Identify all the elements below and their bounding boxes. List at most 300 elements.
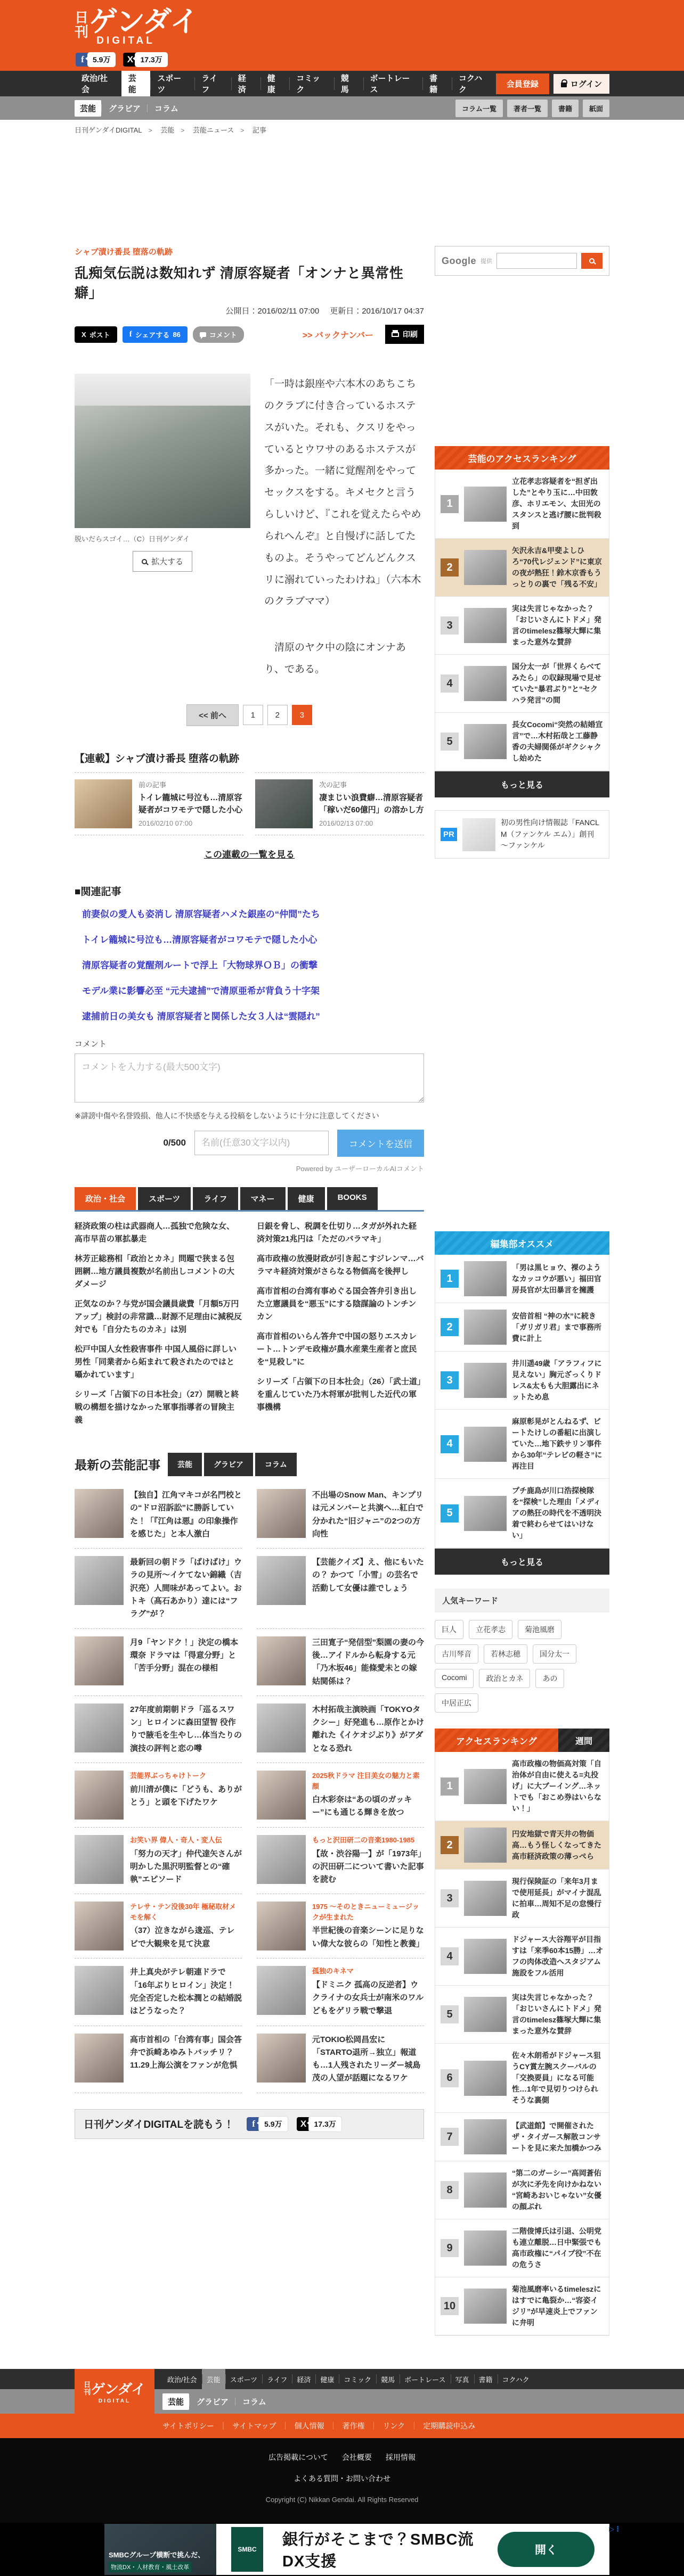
footer-subnav-item[interactable]: 芸能 bbox=[162, 2393, 189, 2410]
article-card-title: 半世紀後の音楽シーンに足りない偉大な彼らの「知性と教養」 bbox=[312, 1926, 425, 1948]
breadcrumb-link[interactable]: 日刊ゲンダイDIGITAL > bbox=[75, 126, 159, 134]
series-box-title: 【連載】シャブ漬け番長 堕落の軌跡 bbox=[75, 753, 239, 764]
article-thumbnail bbox=[75, 1703, 124, 1752]
ranking-thumbnail bbox=[464, 724, 507, 759]
article-card-title: 三田寛子“発信型”梨園の妻の今後…アイドルから転身する元「乃木坂46」能條愛未との嫁姑関係は？ bbox=[312, 1637, 425, 1686]
article-thumbnail bbox=[257, 1489, 306, 1538]
article-card-title: 【独自】江角マキコが名門校との“ドロ沼訴訟”に勝訴していた！「『江角は悪』の印象操作を感じた」と本人激白 bbox=[130, 1490, 242, 1538]
editors-picks-more-button[interactable]: もっと見る bbox=[435, 1549, 609, 1575]
x-count: 17.3万 bbox=[308, 2116, 342, 2132]
article-series-tag: 1975 〜そのときニューミュージックが生まれた bbox=[312, 1903, 420, 1921]
latest-articles-grid bbox=[75, 1482, 424, 2093]
article-card[interactable] bbox=[75, 1958, 242, 2026]
editors-pick-thumbnail bbox=[464, 1427, 507, 1462]
ranking-thumbnail bbox=[464, 1939, 507, 1974]
x-icon: X bbox=[123, 53, 137, 67]
article-card[interactable] bbox=[75, 1763, 242, 1828]
related-link[interactable]: モデル業に影響必至 “元夫逮捕”で清原亜希が背負う十字架 bbox=[82, 985, 320, 996]
keyword-tag[interactable]: 中居正広 bbox=[435, 1693, 478, 1713]
published-date: 公開日：2016/02/11 07:00 bbox=[225, 307, 320, 316]
search-input[interactable] bbox=[496, 253, 577, 269]
subnav-button[interactable]: 著者一覧 bbox=[507, 100, 548, 117]
x-count: 17.3万 bbox=[135, 52, 167, 67]
article-card-title: 前川清が僕に「どうも、ありがとう」と頭を下げたワケ bbox=[130, 1784, 242, 1807]
article-paragraph: 清原のヤク中の陰にオンナあり、である。 bbox=[264, 642, 406, 676]
rank-number: 3 bbox=[441, 616, 459, 635]
lock-icon bbox=[561, 83, 567, 87]
rank-number: 2 bbox=[441, 558, 459, 577]
editors-pick-item[interactable] bbox=[435, 1410, 609, 1479]
enlarge-label: 拡大する bbox=[151, 557, 183, 566]
subnav-button[interactable]: コラム一覧 bbox=[455, 100, 503, 117]
logo-nikkan: 日刊 bbox=[75, 10, 89, 40]
article-card[interactable] bbox=[257, 1958, 424, 2026]
ranking-thumbnail bbox=[464, 608, 507, 643]
article-card[interactable] bbox=[75, 1894, 242, 1958]
google-search-box bbox=[435, 246, 609, 276]
x-follow[interactable] bbox=[123, 52, 167, 67]
ranking-item[interactable] bbox=[435, 2044, 609, 2113]
series-card-thumbnail bbox=[255, 779, 313, 828]
news-link[interactable]: 高市首相のいらん答弁で中国の怒りエスカレート…トンデモ政権が農水産業生産者と庶民を“見殺し”に bbox=[257, 1331, 417, 1367]
news-tab[interactable]: ライフ bbox=[193, 1187, 238, 1210]
news-link[interactable]: 正気なのか？与党が国会議員歳費「月額5万円アップ」検討の非常識…財源不足理由に減税反対でも「自分たちのカネ」は別 bbox=[75, 1299, 242, 1334]
footer-policy-link[interactable]: 個人情報 ｜ bbox=[295, 2421, 343, 2431]
facebook-share-button[interactable] bbox=[123, 326, 188, 343]
facebook-follow[interactable] bbox=[76, 52, 116, 67]
ranking-thumbnail bbox=[464, 1828, 507, 1863]
keyword-tag[interactable]: 政治とカネ bbox=[479, 1669, 530, 1688]
article-card[interactable] bbox=[75, 1549, 242, 1628]
rank-number: 7 bbox=[441, 2128, 459, 2146]
rank-number: 1 bbox=[441, 1777, 459, 1796]
backnumber-link[interactable]: >> バックナンバー bbox=[302, 331, 373, 340]
pagination-page[interactable]: 1 bbox=[243, 705, 263, 725]
news-link[interactable]: シリーズ「占領下の日本社会」（27）開戦と終戦の構想を描けなかった軍事指導者の冒険主義 bbox=[75, 1389, 239, 1425]
article-card[interactable] bbox=[75, 1696, 242, 1763]
rank-number: 8 bbox=[441, 2181, 459, 2199]
login-button[interactable] bbox=[553, 74, 609, 94]
ranking-item[interactable] bbox=[435, 470, 609, 539]
enlarge-button[interactable] bbox=[133, 551, 192, 572]
facebook-follow[interactable] bbox=[247, 2116, 288, 2132]
ranking-item[interactable] bbox=[435, 2161, 609, 2219]
ranking-title: “第二のガーシー”高岡蒼佑が次に矛先を向けかねない “宮崎あおいじゃない”女優の顔ぶれ bbox=[512, 2169, 601, 2211]
editors-pick-item[interactable] bbox=[435, 1479, 609, 1548]
ranking-title: 実は失言じゃなかった？ 「おじいさんにトドメ」発言のtimelesz篠塚大輝に集まった意外な賛辞 bbox=[512, 604, 601, 646]
nav-item[interactable]: コクハク bbox=[452, 71, 496, 96]
footer-nav-item[interactable]: スポーツ bbox=[225, 2369, 262, 2389]
article-card[interactable] bbox=[75, 2026, 242, 2093]
article-card-title: 白木彩奈は“あの頃のガッキー”にも通じる輝きを放つ bbox=[312, 1795, 412, 1817]
ranking-thumbnail bbox=[464, 666, 507, 701]
footer-policy-link[interactable]: 定期購読申込み bbox=[423, 2422, 476, 2431]
article-thumbnail bbox=[257, 1902, 306, 1950]
article-thumbnail bbox=[257, 1556, 306, 1605]
footer-link[interactable]: 会社概要 bbox=[341, 2453, 372, 2462]
sidebar bbox=[435, 246, 609, 2350]
article-card-title: 27年度前期朝ドラ「巡るスワン」ヒロインに森田望智 役作りで腋毛を生やし…体当たりの演技の評判と恋の噂 bbox=[130, 1705, 242, 1753]
print-label: 印刷 bbox=[403, 330, 418, 339]
name-field[interactable] bbox=[194, 1131, 329, 1155]
rank-number: 9 bbox=[441, 2239, 459, 2257]
news-tab[interactable]: 政治・社会 bbox=[75, 1187, 136, 1210]
related-link[interactable]: 清原容疑者の覚醒剤ルートで浮上「大物球界ＯＢ」の衝撃 bbox=[82, 960, 317, 970]
series-card[interactable] bbox=[75, 772, 243, 835]
news-link[interactable]: 高市首相の台湾有事めぐる国会答弁引き出した立憲議員を“悪玉”にする陰謀論のトンチンカン bbox=[257, 1286, 417, 1321]
article-thumbnail bbox=[75, 1636, 124, 1685]
latest-section-header bbox=[75, 1453, 424, 1476]
search-button[interactable] bbox=[581, 253, 602, 269]
editors-pick-item[interactable] bbox=[435, 1352, 609, 1410]
footer bbox=[0, 2369, 684, 2523]
footer-nav-item[interactable]: コクハク bbox=[498, 2369, 534, 2389]
news-tab[interactable]: 健康 bbox=[288, 1187, 325, 1210]
popular-keywords-title: 人気キーワード bbox=[435, 1589, 609, 1612]
keyword-tag[interactable]: 古川琴音 bbox=[435, 1644, 478, 1664]
news-link[interactable]: 林芳正総務相「政治とカネ」問題で狭まる包囲網…地方議員複数が名前出しコメントの大ダメージ bbox=[75, 1254, 235, 1289]
article-card[interactable] bbox=[75, 1629, 242, 1696]
footer-nav-item[interactable]: 競馬 bbox=[376, 2369, 400, 2389]
article-card-title: 不出場のSnow Man、キンプリは元メンバーと共演へ…紅白で分かれた“旧ジャニ”の2つの方向性 bbox=[312, 1490, 424, 1538]
ranking-item[interactable] bbox=[435, 2113, 609, 2161]
comment-button[interactable] bbox=[193, 326, 244, 343]
x-icon: X bbox=[82, 330, 86, 339]
facebook-count: 5.9万 bbox=[258, 2116, 288, 2132]
pagination-page[interactable]: 2 bbox=[267, 705, 288, 725]
article-card[interactable] bbox=[257, 1629, 424, 1696]
footer-nav-item[interactable]: 写真 bbox=[451, 2369, 474, 2389]
related-link[interactable]: トイレ籠城に号泣も…清原容疑者がコワモテで隠した小心 bbox=[82, 934, 317, 945]
article-photo[interactable] bbox=[75, 374, 250, 528]
footer-nav-item[interactable]: ライフ bbox=[262, 2369, 292, 2389]
pr-item[interactable] bbox=[435, 810, 609, 859]
rank-number: 1 bbox=[441, 1270, 459, 1288]
news-link[interactable]: 松戸中国人女性殺害事件 中国人風俗に詳しい男性「同業者から妬まれて殺されたのではと囁かれています」 bbox=[75, 1344, 237, 1379]
ranking-title: 【武道館】で開催されたザ・タイガース解散コンサートを見に来た加橋かつみ bbox=[512, 2121, 601, 2152]
ranking-thumbnail bbox=[464, 2061, 507, 2096]
article-thumbnail bbox=[257, 2034, 306, 2083]
footer-contact-link[interactable]: よくある質問・お問い合わせ bbox=[294, 2474, 390, 2483]
nav-item[interactable]: ボートレース bbox=[363, 71, 423, 96]
print-button[interactable] bbox=[385, 325, 424, 344]
comment-bubble-icon bbox=[200, 332, 206, 337]
article-thumbnail bbox=[257, 1771, 306, 1820]
article-card-title: 月9「ヤンドク！」決定の橋本環奈 ドラマは「得意分野」と「苦手分野」混在の様相 bbox=[130, 1637, 238, 1673]
series-card-kind: 前の記事 bbox=[139, 780, 167, 789]
ranking-title: 国分太一が「世界くらべてみたら」の収録現場で見せていた“暴君ぶり”と“セクハラ発言”の間 bbox=[512, 662, 601, 704]
series-card-title: トイレ籠城に号泣も…清原容疑者がコワモテで隠した小心 bbox=[139, 793, 243, 815]
series-card-date: 2016/02/13 07:00 bbox=[319, 819, 373, 828]
rank-number: 3 bbox=[441, 1371, 459, 1389]
ranking-item[interactable] bbox=[435, 1986, 609, 2044]
facebook-icon: f bbox=[129, 330, 132, 339]
x-post-button[interactable] bbox=[75, 326, 117, 343]
access-ranking bbox=[435, 1729, 609, 2336]
footer-policy-link[interactable]: リンク ｜ bbox=[383, 2421, 424, 2431]
news-tab[interactable]: スポーツ bbox=[138, 1187, 191, 1210]
ranking-thumbnail bbox=[464, 550, 507, 585]
footer-link[interactable]: 採用情報 bbox=[385, 2453, 416, 2462]
article-card[interactable] bbox=[257, 1482, 424, 1549]
ranking-thumbnail bbox=[464, 1769, 507, 1804]
popular-keywords bbox=[435, 1589, 609, 1715]
footer-bottom bbox=[0, 2438, 684, 2523]
footer-nav-item[interactable]: ボートレース bbox=[400, 2369, 450, 2389]
ranking-title: 高市政権の物価高対策「自治体が自由に使える=丸投げ」に大ブーイング…ネットでも「おこめ券はいらない！」 bbox=[512, 1759, 601, 1813]
ranking-thumbnail bbox=[464, 2119, 507, 2154]
pr-badge: PR bbox=[441, 828, 457, 841]
article-card[interactable] bbox=[257, 1763, 424, 1828]
related-title: ■関連記事 bbox=[75, 886, 121, 898]
comment-input[interactable] bbox=[75, 1054, 424, 1102]
pr-title: 初の男性向け情報誌「FANCL M（ファンケル エム）」創刊 〜ファンケル bbox=[500, 818, 599, 850]
facebook-share-label: シェアする bbox=[135, 331, 170, 339]
geino-ranking-more-button[interactable]: もっと見る bbox=[435, 771, 609, 797]
rank-number: 5 bbox=[441, 1504, 459, 1522]
article-series-tag: お笑い界 偉人・奇人・変人伝 bbox=[130, 1836, 222, 1845]
footer-nav-item[interactable]: 芸能 bbox=[202, 2369, 225, 2389]
editors-pick-item[interactable] bbox=[435, 1255, 609, 1303]
sub-nav-buttons bbox=[455, 100, 609, 117]
facebook-count: 5.9万 bbox=[87, 52, 116, 67]
news-link[interactable]: 高市政権の放漫財政が引き起こすジレンマ…バラマキ経済対策がさらなる物価高を後押し bbox=[257, 1254, 424, 1276]
pr-thumbnail bbox=[462, 818, 495, 851]
related-link[interactable]: 前妻似の愛人も姿消し 清原容疑者ハメた銀座の“仲間”たち bbox=[82, 909, 320, 919]
article-card[interactable] bbox=[75, 1828, 242, 1894]
facebook-icon: f bbox=[247, 2117, 260, 2131]
footer-logo-gendai: ゲンダイ bbox=[90, 2381, 146, 2398]
ranking-title: 佐々木朗希がドジャース狙うCY賞左腕スクーバルの「交換要員」になる可能性…1年で見切りつけられそうな裏側 bbox=[512, 2051, 601, 2105]
editors-picks bbox=[435, 1231, 609, 1575]
subnav-button[interactable]: 書籍 bbox=[552, 100, 579, 117]
article-thumbnail bbox=[257, 1966, 306, 2015]
main-nav bbox=[0, 71, 684, 96]
nav-item[interactable]: 経済 bbox=[231, 71, 260, 96]
editors-pick-title: 安倍首相 “神の水”に続き「ガリガリ君」まで事務所費に計上 bbox=[512, 1311, 601, 1343]
article-card-title: 最新回の朝ドラ「ばけばけ」ウラの見所〜イケてない錦織（吉沢亮）人間味があってよい。おトキ（髙石あかり）達には“フラグ”が？ bbox=[130, 1558, 242, 1619]
editors-pick-thumbnail bbox=[464, 1261, 507, 1296]
latest-title: 最新の芸能記事 bbox=[75, 1458, 160, 1472]
geino-ranking-title: 芸能のアクセスランキング bbox=[435, 446, 609, 470]
ranking-title: 立花孝志容疑者を“担ぎ出した”とやり玉に…中田敦彦、ホリエモン、太田光のスタンスと逃げ腰に批判殺到 bbox=[512, 477, 601, 530]
nav-item[interactable]: 健康 bbox=[260, 71, 290, 96]
ranking-thumbnail bbox=[464, 1997, 507, 2032]
article-card-title: 元TOKIO松岡昌宏に「STARTO退所→独立」報道も…1人残されたリーダー城島茂の人望が話題になるワケ bbox=[312, 2035, 421, 2083]
editors-picks-title: 編集部オススメ bbox=[435, 1231, 609, 1255]
nav-item[interactable]: ライフ bbox=[194, 71, 231, 96]
footer-logo[interactable] bbox=[75, 2369, 154, 2414]
article-text bbox=[264, 374, 424, 681]
article-thumbnail bbox=[257, 1835, 306, 1884]
ranking-item[interactable] bbox=[435, 1870, 609, 1928]
breadcrumb-link[interactable]: 記事 bbox=[252, 126, 266, 134]
article-card[interactable] bbox=[257, 1828, 424, 1894]
ranking-thumbnail bbox=[464, 2289, 507, 2324]
breadcrumb bbox=[75, 120, 609, 139]
nav-item[interactable]: 競馬 bbox=[334, 71, 363, 96]
footer-policy-link[interactable]: サイトマップ ｜ bbox=[232, 2421, 294, 2431]
footer-nav-item[interactable]: コミック bbox=[339, 2369, 376, 2389]
keyword-tag[interactable]: 若林志穂 bbox=[484, 1644, 527, 1664]
news-link[interactable]: 日銀を脅し、税調を仕切り…タガが外れた経済対策21兆円は「ただのバラマキ」 bbox=[257, 1221, 417, 1244]
article-card-title: （37）泣きながら逡巡、テレビで大観衆を見て決意 bbox=[130, 1926, 235, 1948]
main-nav-items bbox=[75, 71, 496, 96]
keyword-tag[interactable]: 菊池風磨 bbox=[518, 1620, 561, 1639]
ranking-item[interactable] bbox=[435, 2219, 609, 2277]
nav-item[interactable]: スポーツ bbox=[150, 71, 194, 96]
comment-label: コメント bbox=[209, 331, 237, 339]
ranking-title: 長女Cocomi“突然の結婚宣言”で…木村拓哉と工藤静香の夫婦関係がギクシャクし始めた bbox=[512, 720, 603, 762]
article-card[interactable] bbox=[257, 1696, 424, 1763]
news-list-right bbox=[257, 1220, 424, 1434]
footer-policy-link[interactable]: サイトポリシー ｜ bbox=[162, 2421, 232, 2431]
ranking-item[interactable] bbox=[435, 1928, 609, 1986]
ad-headline: 銀行がそこまで？SMBC流DX支援 bbox=[282, 2531, 474, 2571]
keyword-tag[interactable]: あの bbox=[535, 1669, 564, 1688]
ranking-item[interactable] bbox=[435, 539, 609, 597]
comment-section bbox=[75, 1038, 424, 1173]
rank-number: 10 bbox=[441, 2297, 459, 2315]
pagination-page[interactable]: 3 bbox=[292, 705, 312, 725]
editors-pick-title: 井川遥49歳「アラフィフに見えない」胸元ざっくりドレス&太もも大胆露出にネットため息 bbox=[512, 1359, 602, 1402]
x-icon: X bbox=[297, 2117, 311, 2131]
latest-tab[interactable]: 芸能 bbox=[168, 1453, 202, 1476]
article-card[interactable] bbox=[75, 1482, 242, 1549]
related-link[interactable]: 逮捕前日の美女も 清原容疑者と関係した女３人は“雲隠れ” bbox=[82, 1011, 320, 1022]
news-tab[interactable]: BOOKS bbox=[327, 1187, 378, 1210]
article-card-title: 高市首相の「台湾有事」国会答弁で浜崎あゆみトバッチリ？ 11.29上海公演をファンが危惧 bbox=[130, 2035, 242, 2070]
footer-nav-item[interactable]: 経済 bbox=[292, 2369, 315, 2389]
article-series-tag: もっと沢田研二の音楽1980-1985 bbox=[312, 1836, 415, 1845]
comment-powered-by: Powered by ユーザーローカルAIコメント bbox=[296, 1164, 424, 1173]
pagination-prev-button[interactable]: << 前へ bbox=[186, 704, 239, 726]
smbc-logo: SMBC bbox=[231, 2527, 263, 2572]
series-box bbox=[75, 751, 424, 860]
news-link[interactable]: 経済政策の柱は武器商人…孤独で危険な女、高市早苗の軍拡暴走 bbox=[75, 1221, 235, 1244]
site-header bbox=[0, 0, 684, 71]
nav-item[interactable]: 芸能 bbox=[121, 71, 151, 96]
series-link[interactable]: シャブ漬け番長 堕落の軌跡 bbox=[75, 248, 173, 257]
editors-pick-item[interactable] bbox=[435, 1303, 609, 1352]
keyword-tag[interactable]: Cocomi bbox=[435, 1669, 474, 1688]
access-ranking-weekly-tab[interactable]: 週間 bbox=[558, 1729, 609, 1752]
register-button[interactable]: 会員登録 bbox=[496, 73, 549, 94]
article-series-tag: 芸能界ぶっちゃけトーク bbox=[130, 1772, 207, 1780]
ranking-item[interactable] bbox=[435, 1821, 609, 1870]
footer-policy-link[interactable]: 著作権 ｜ bbox=[343, 2421, 383, 2431]
footer-nav-item[interactable]: 政治/社会 bbox=[167, 2375, 197, 2384]
follow-bar bbox=[75, 2109, 424, 2139]
ranking-title: 現行保険証の「来年3月まで使用延長」がマイナ混乱に拍車…周知不足の怠慢行政 bbox=[512, 1877, 601, 1920]
ranking-item[interactable] bbox=[435, 597, 609, 655]
series-card[interactable] bbox=[255, 772, 424, 835]
keyword-tag[interactable]: 立花孝志 bbox=[469, 1620, 512, 1639]
comment-submit-button[interactable]: コメントを送信 bbox=[337, 1130, 424, 1157]
ranking-item[interactable] bbox=[435, 1752, 609, 1821]
x-post-label: ポスト bbox=[89, 331, 110, 339]
editors-pick-title: プチ鹿島が川口浩探検隊を“探検”した理由「メディアの熱狂の時代を不透明決着で終わらせてはいけない」 bbox=[512, 1486, 601, 1540]
article-thumbnail bbox=[75, 1966, 124, 2015]
nav-item[interactable]: 書籍 bbox=[422, 71, 452, 96]
breadcrumb-link[interactable]: 芸能ニュース > bbox=[193, 126, 250, 134]
keyword-tag[interactable]: 国分太一 bbox=[533, 1644, 576, 1664]
keyword-tag[interactable]: 巨人 bbox=[435, 1620, 463, 1639]
nav-item[interactable]: 政治/社会 bbox=[82, 74, 108, 94]
rank-number: 4 bbox=[441, 1947, 459, 1965]
series-card-thumbnail bbox=[75, 779, 132, 828]
article-column bbox=[75, 246, 424, 2139]
subnav-item[interactable]: 芸能 bbox=[75, 100, 101, 117]
ranking-thumbnail bbox=[464, 2172, 507, 2208]
footer-subnav-item[interactable]: ｜ コラム bbox=[236, 2393, 273, 2410]
news-link[interactable]: シリーズ「占領下の日本社会」（26）「武士道」を重んじていた乃木将軍が批判した近代の軍事機構 bbox=[257, 1377, 421, 1412]
ranking-title: ドジャース大谷翔平が目指すは「来季60本15勝」…オフの肉体改造へスタジアム施設をフル活用 bbox=[512, 1935, 604, 1978]
rank-number: 2 bbox=[441, 1318, 459, 1336]
site-logo[interactable] bbox=[75, 7, 609, 47]
article-card[interactable] bbox=[257, 1894, 424, 1958]
article-card-title: 【故・渋谷陽一】が「1973年」の沢田研二について書いた記事を読む bbox=[312, 1849, 424, 1884]
editors-pick-thumbnail bbox=[464, 1496, 507, 1531]
article-thumbnail bbox=[75, 1556, 124, 1605]
latest-tab[interactable]: グラビア bbox=[204, 1453, 253, 1476]
ranking-thumbnail bbox=[464, 487, 507, 522]
footer-subnav-item[interactable]: ｜ グラビア bbox=[190, 2393, 235, 2410]
subnav-item[interactable]: ｜ コラム bbox=[148, 100, 185, 117]
article-card-title: 木村拓哉主演映画「TOKYOタクシー」好発進も…原作とかけ離れた《イケオジぶり》がアダとなる恐れ bbox=[312, 1705, 425, 1753]
news-list-left bbox=[75, 1220, 242, 1434]
ranking-item[interactable] bbox=[435, 2277, 609, 2335]
adchoices-icon[interactable]: ▷⋮ bbox=[609, 2525, 621, 2533]
ad-open-button[interactable]: 開く bbox=[498, 2532, 595, 2567]
sub-nav bbox=[0, 96, 684, 120]
x-follow[interactable] bbox=[297, 2116, 342, 2132]
article-card[interactable] bbox=[257, 1549, 424, 1628]
copyright: Copyright (C) Nikkan Gendai. All Rights Reserved bbox=[265, 2496, 419, 2504]
latest-tab[interactable]: コラム bbox=[255, 1453, 297, 1476]
footer-nav-item[interactable]: 書籍 bbox=[474, 2369, 498, 2389]
comment-note: ※誹謗中傷や名誉毀損、他人に不快感を与える投稿をしないように十分に注意してください bbox=[75, 1111, 379, 1120]
nav-item[interactable]: コミック bbox=[289, 71, 333, 96]
login-label: ログイン bbox=[570, 79, 602, 89]
editors-pick-title: 「男は黒ヒョウ、裸のようなカッコウが悪い」福田官房長官が太田暴言を擁護 bbox=[512, 1263, 601, 1294]
rank-number: 6 bbox=[441, 2069, 459, 2087]
series-list-link[interactable]: この連載の一覧を見る bbox=[204, 849, 295, 860]
article-thumbnail bbox=[75, 1771, 124, 1820]
subnav-item[interactable]: ｜ グラビア bbox=[102, 100, 147, 117]
news-tab[interactable]: マネー bbox=[240, 1187, 286, 1210]
article-series-tag: テレサ・テン没後30年 極秘取材メモを解く bbox=[130, 1903, 237, 1921]
article-thumbnail bbox=[75, 1902, 124, 1950]
page-title: 乱痴気伝説は数知れず 清原容疑者「オンナと異常性癖」 bbox=[75, 265, 404, 301]
ranking-item[interactable] bbox=[435, 655, 609, 713]
article-thumbnail bbox=[75, 1835, 124, 1884]
footer-nav-item[interactable]: 健康 bbox=[315, 2369, 339, 2389]
breadcrumb-link[interactable]: 芸能 > bbox=[160, 126, 191, 134]
logo-digital: DIGITAL bbox=[96, 35, 155, 46]
article-card[interactable] bbox=[257, 2026, 424, 2093]
bottom-ad-banner[interactable] bbox=[0, 2523, 684, 2576]
ranking-item[interactable] bbox=[435, 713, 609, 771]
top-ad-slot bbox=[0, 139, 684, 246]
ranking-thumbnail bbox=[464, 1881, 507, 1916]
ad-image: SMBCグループ横断で挑んだ、 物流DX・人材教育・風土改革 bbox=[104, 2524, 216, 2575]
ranking-title: 矢沢永吉&甲斐よしひろ“70代レジェンド”に東京の夜が熱狂！鈴木京香もうっとりの裏で「残る不安」 bbox=[512, 546, 602, 588]
footer-link[interactable]: 広告掲載について bbox=[268, 2453, 328, 2462]
subnav-button[interactable]: 紙面 bbox=[583, 100, 609, 117]
article-series-tag: 孤独のキネマ bbox=[312, 1967, 354, 1976]
article-series-tag: 2025秋ドラマ 注目美女の魅力と素顔 bbox=[312, 1772, 420, 1790]
